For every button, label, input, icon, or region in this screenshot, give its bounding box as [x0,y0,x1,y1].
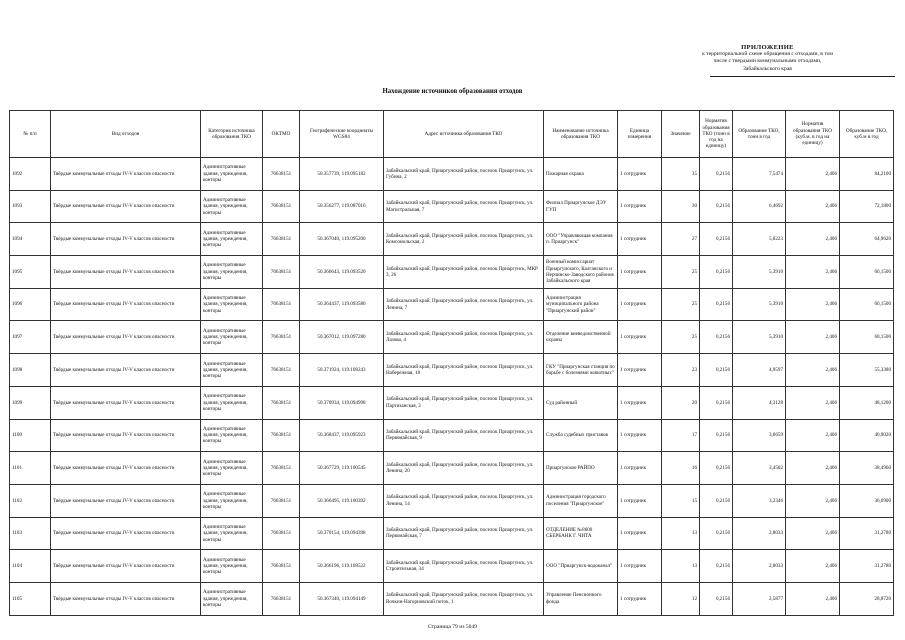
cell-tko-m3: 40,9020 [840,419,894,452]
cell-oktmo: 76638151 [263,288,300,321]
cell-source: ОТДЕЛЕНИЕ №8600 СБЕРБАНК Г. ЧИТА [544,517,618,550]
cell-tko-t: 4,9597 [733,354,786,387]
cell-address: Забайкальский край, Приаргунский район, поселок Приаргунск, ул. Первомайская, 7 [384,517,544,550]
table-row [10,484,894,517]
cell-norm-m3: 2,406 [786,223,840,256]
cell-category: Административные здания, учреждения, конторы [201,386,263,419]
cell-value: 25 [662,321,700,354]
cell-coords: 50.356277, 119.087016 [300,190,384,223]
cell-source: Филиал Приаргунское ДЭУ ГУП [544,190,618,223]
table-row [10,223,894,256]
col-header-num: № п/п [10,111,51,158]
cell-tko-m3: 31,2780 [840,550,894,583]
table-row [10,419,894,452]
cell-waste: Твёрдые коммунальные отходы IV-V классов опасности [51,190,201,223]
cell-oktmo: 76638151 [263,582,300,615]
cell-tko-t: 7,5474 [733,158,786,191]
cell-norm-m3: 2,406 [786,158,840,191]
col-header-norm-m3: Норматив образования ТКО (куб.м. в год на единицу) [786,111,840,158]
cell-address: Забайкальский край, Приаргунский район, поселок Приаргунск, МКР 3, 26 [384,256,544,289]
cell-norm-m3: 2,406 [786,452,840,485]
cell-tko-t: 5,3910 [733,321,786,354]
cell-num: 1101 [10,452,51,485]
cell-category: Административные здания, учреждения, конторы [201,288,263,321]
table-body [10,158,894,616]
cell-num: 1097 [10,321,51,354]
cell-tko-m3: 60,1500 [840,321,894,354]
cell-tko-t: 3,4502 [733,452,786,485]
cell-unit: 1 сотрудник [618,452,662,485]
cell-value: 23 [662,354,700,387]
cell-coords: 50.370154, 119.094398 [300,517,384,550]
appendix-block [640,44,895,77]
col-header-coords: Географические координаты WGS84 [300,111,384,158]
appendix-line: к территориальной схеме обращения с отходами, в том [702,51,833,58]
cell-coords: 50.371924, 119.108243 [300,354,384,387]
cell-unit: 1 сотрудник [618,550,662,583]
cell-waste: Твёрдые коммунальные отходы IV-V классов опасности [51,484,201,517]
waste-sources-table [9,110,894,616]
cell-waste: Твёрдые коммунальные отходы IV-V классов опасности [51,386,201,419]
table-row [10,354,894,387]
cell-address: Забайкальский край, Приаргунский район, поселок Приаргунск, ул. Лазова, 4 [384,321,544,354]
col-header-source: Наименование источника образования ТКО [544,111,618,158]
cell-category: Административные здания, учреждения, конторы [201,517,263,550]
cell-tko-m3: 48,1200 [840,386,894,419]
cell-value: 15 [662,484,700,517]
cell-unit: 1 сотрудник [618,190,662,223]
cell-source: Администрация городского поселения "Приаргунское" [544,484,618,517]
table-row [10,190,894,223]
cell-value: 13 [662,550,700,583]
cell-value: 16 [662,452,700,485]
cell-norm-m3: 2,406 [786,550,840,583]
table-header-row [10,111,894,158]
cell-address: Забайкальский край, Приаргунский район, поселок Приаргунск, ул. Ленина, 20 [384,452,544,485]
cell-num: 1099 [10,386,51,419]
cell-unit: 1 сотрудник [618,419,662,452]
cell-tko-t: 4,3128 [733,386,786,419]
cell-value: 27 [662,223,700,256]
cell-num: 1095 [10,256,51,289]
cell-norm-m3: 2,406 [786,419,840,452]
cell-address: Забайкальский край, Приаргунский район, поселок Приаргунск, ул. Строительная, 34 [384,550,544,583]
cell-unit: 1 сотрудник [618,484,662,517]
cell-num: 1098 [10,354,51,387]
cell-tko-t: 2,8033 [733,550,786,583]
cell-tko-m3: 28,8720 [840,582,894,615]
cell-coords: 50.366643, 119.093520 [300,256,384,289]
cell-tko-m3: 55,3380 [840,354,894,387]
cell-tko-t: 2,5877 [733,582,786,615]
cell-oktmo: 76638151 [263,223,300,256]
cell-category: Административные здания, учреждения, конторы [201,158,263,191]
cell-unit: 1 сотрудник [618,354,662,387]
cell-category: Административные здания, учреждения, конторы [201,484,263,517]
col-header-norm-t: Норматив образования ТКО (тонн в год на единицу) [700,111,733,158]
cell-value: 13 [662,517,700,550]
table-row [10,158,894,191]
cell-oktmo: 76638151 [263,452,300,485]
cell-coords: 50.367729, 119.100545 [300,452,384,485]
cell-unit: 1 сотрудник [618,158,662,191]
col-header-tko-m3: Образование ТКО, куб.м в год [840,111,894,158]
cell-waste: Твёрдые коммунальные отходы IV-V классов опасности [51,354,201,387]
appendix-rule [710,76,895,77]
col-header-address: Адрес источника образования ТКО [384,111,544,158]
cell-value: 12 [662,582,700,615]
table-row [10,582,894,615]
cell-value: 25 [662,288,700,321]
cell-tko-t: 5,8223 [733,223,786,256]
cell-oktmo: 76638151 [263,484,300,517]
cell-oktmo: 76638151 [263,256,300,289]
cell-source: Служба судебных приставов [544,419,618,452]
cell-norm-t: 0,2156 [700,190,733,223]
cell-source: Приаргунское РАЙПО [544,452,618,485]
cell-norm-t: 0,2156 [700,484,733,517]
cell-source: Военный комиссариат Приаргунского, Калганского и Нерчинско-Заводского районов Забайкальского края [544,256,618,289]
page-title: Нахождение источников образования отходов [382,88,523,95]
cell-category: Административные здания, учреждения, конторы [201,582,263,615]
table-row [10,321,894,354]
cell-address: Забайкальский край, Приаргунский район, поселок Приаргунск, ул. Губина, 2 [384,158,544,191]
cell-address: Забайкальский край, Приаргунский район, поселок Приаргунск, ул. Ленина, 7 [384,288,544,321]
cell-source: Управление Пенсионного фонда [544,582,618,615]
table-row [10,256,894,289]
cell-oktmo: 76638151 [263,354,300,387]
cell-norm-m3: 2,406 [786,190,840,223]
page-footer: Страница 79 из 5049 [427,624,478,630]
cell-category: Административные здания, учреждения, конторы [201,452,263,485]
cell-tko-t: 5,3910 [733,256,786,289]
cell-num: 1092 [10,158,51,191]
cell-address: Забайкальский край, Приаргунский район, поселок Приаргунск, ул. Набережная, 18 [384,354,544,387]
col-header-value: Значение [662,111,700,158]
cell-norm-t: 0,2156 [700,386,733,419]
cell-coords: 50.366495, 119.100392 [300,484,384,517]
cell-oktmo: 76638151 [263,321,300,354]
cell-norm-t: 0,2156 [700,256,733,289]
cell-tko-m3: 60,1500 [840,288,894,321]
cell-norm-t: 0,2156 [700,321,733,354]
cell-source: Пожарная охрана [544,158,618,191]
cell-waste: Твёрдые коммунальные отходы IV-V классов опасности [51,452,201,485]
cell-norm-t: 0,2156 [700,550,733,583]
col-header-unit: Единица измерения [618,111,662,158]
cell-coords: 50.367040, 119.095200 [300,223,384,256]
table-row [10,517,894,550]
cell-coords: 50.367012, 119.097280 [300,321,384,354]
cell-norm-m3: 2,406 [786,354,840,387]
col-header-category: Категория источника образования ТКО [201,111,263,158]
cell-unit: 1 сотрудник [618,223,662,256]
cell-waste: Твёрдые коммунальные отходы IV-V классов опасности [51,288,201,321]
appendix-line: числе с твердыми коммунальными отходами, [713,58,822,65]
cell-tko-m3: 31,2780 [840,517,894,550]
table-row [10,452,894,485]
cell-norm-m3: 2,406 [786,386,840,419]
cell-coords: 50.366196, 119.108522 [300,550,384,583]
cell-num: 1093 [10,190,51,223]
table-row [10,288,894,321]
cell-value: 30 [662,190,700,223]
cell-source: Администрация муниципального района "Приаргунский район" [544,288,618,321]
col-header-tko-t: Образование ТКО, тонн в год [733,111,786,158]
cell-num: 1096 [10,288,51,321]
cell-value: 35 [662,158,700,191]
cell-norm-t: 0,2156 [700,582,733,615]
cell-tko-m3: 84,2100 [840,158,894,191]
cell-category: Административные здания, учреждения, конторы [201,550,263,583]
appendix-line: Забайкальского края [743,65,792,72]
cell-tko-t: 5,3910 [733,288,786,321]
cell-address: Забайкальский край, Приаргунский район, поселок Приаргунск, ул. Вочкин-Нагорновский поток, 1 [384,582,544,615]
cell-num: 1105 [10,582,51,615]
cell-norm-m3: 2,406 [786,517,840,550]
table-row [10,386,894,419]
cell-oktmo: 76638151 [263,158,300,191]
cell-coords: 50.367340, 119.094149 [300,582,384,615]
cell-waste: Твёрдые коммунальные отходы IV-V классов опасности [51,517,201,550]
cell-unit: 1 сотрудник [618,386,662,419]
cell-tko-m3: 72,1800 [840,190,894,223]
cell-source: ГКУ "Приаргунская станция по борьбе с болезнями животных" [544,354,618,387]
cell-address: Забайкальский край, Приаргунский район, поселок Приаргунск, ул. Комсомольская, 2 [384,223,544,256]
cell-num: 1102 [10,484,51,517]
cell-category: Административные здания, учреждения, конторы [201,190,263,223]
cell-tko-m3: 60,1500 [840,256,894,289]
cell-unit: 1 сотрудник [618,517,662,550]
cell-category: Административные здания, учреждения, конторы [201,419,263,452]
cell-source: ООО "Управляющая компания п. Приаргунск" [544,223,618,256]
cell-value: 25 [662,256,700,289]
cell-waste: Твёрдые коммунальные отходы IV-V классов опасности [51,223,201,256]
cell-norm-t: 0,2156 [700,452,733,485]
cell-norm-t: 0,2156 [700,158,733,191]
cell-unit: 1 сотрудник [618,582,662,615]
cell-coords: 50.364437, 119.093580 [300,288,384,321]
cell-tko-m3: 38,4960 [840,452,894,485]
cell-oktmo: 76638151 [263,190,300,223]
cell-norm-t: 0,2156 [700,419,733,452]
cell-norm-m3: 2,406 [786,256,840,289]
cell-unit: 1 сотрудник [618,256,662,289]
cell-num: 1104 [10,550,51,583]
cell-waste: Твёрдые коммунальные отходы IV-V классов опасности [51,419,201,452]
cell-tko-t: 2,8033 [733,517,786,550]
cell-waste: Твёрдые коммунальные отходы IV-V классов опасности [51,550,201,583]
cell-unit: 1 сотрудник [618,288,662,321]
cell-norm-t: 0,2156 [700,223,733,256]
cell-oktmo: 76638151 [263,517,300,550]
cell-category: Административные здания, учреждения, конторы [201,256,263,289]
cell-waste: Твёрдые коммунальные отходы IV-V классов опасности [51,256,201,289]
cell-coords: 50.357739, 119.095182 [300,158,384,191]
table-row [10,550,894,583]
cell-coords: 50.368437, 119.095923 [300,419,384,452]
cell-oktmo: 76638151 [263,550,300,583]
cell-oktmo: 76638151 [263,386,300,419]
cell-unit: 1 сотрудник [618,321,662,354]
cell-category: Административные здания, учреждения, конторы [201,354,263,387]
cell-waste: Твёрдые коммунальные отходы IV-V классов опасности [51,582,201,615]
cell-tko-t: 6,4692 [733,190,786,223]
cell-tko-t: 3,2346 [733,484,786,517]
cell-tko-t: 3,6659 [733,419,786,452]
col-header-waste: Вид отходов [51,111,201,158]
cell-address: Забайкальский край, Приаргунский район, поселок Приаргунск, ул. Ленина, 14 [384,484,544,517]
cell-norm-m3: 2,406 [786,321,840,354]
cell-oktmo: 76638151 [263,419,300,452]
cell-address: Забайкальский край, Приаргунский район, поселок Приаргунск, ул. Партизанская, 3 [384,386,544,419]
cell-tko-m3: 36,0900 [840,484,894,517]
appendix-heading: ПРИЛОЖЕНИЕ [741,44,794,51]
cell-address: Забайкальский край, Приаргунский район, поселок Приаргунск, ул. Магистральная, 7 [384,190,544,223]
cell-value: 17 [662,419,700,452]
cell-source: Суд районный [544,386,618,419]
cell-norm-t: 0,2156 [700,354,733,387]
cell-num: 1100 [10,419,51,452]
cell-num: 1094 [10,223,51,256]
cell-norm-m3: 2,406 [786,288,840,321]
col-header-oktmo: ОКТМО [263,111,300,158]
cell-category: Административные здания, учреждения, конторы [201,321,263,354]
cell-source: ООО "Приаргунск-водоканал" [544,550,618,583]
cell-norm-t: 0,2156 [700,517,733,550]
cell-waste: Твёрдые коммунальные отходы IV-V классов опасности [51,158,201,191]
cell-norm-m3: 2,406 [786,484,840,517]
cell-source: Отделение вневедомственной охраны [544,321,618,354]
cell-num: 1103 [10,517,51,550]
cell-value: 20 [662,386,700,419]
cell-norm-m3: 2,406 [786,582,840,615]
cell-norm-t: 0,2156 [700,288,733,321]
cell-tko-m3: 64,9620 [840,223,894,256]
cell-coords: 50.370934, 119.094998 [300,386,384,419]
cell-address: Забайкальский край, Приаргунский район, поселок Приаргунск, ул. Первомайская, 9 [384,419,544,452]
cell-waste: Твёрдые коммунальные отходы IV-V классов опасности [51,321,201,354]
cell-category: Административные здания, учреждения, конторы [201,223,263,256]
